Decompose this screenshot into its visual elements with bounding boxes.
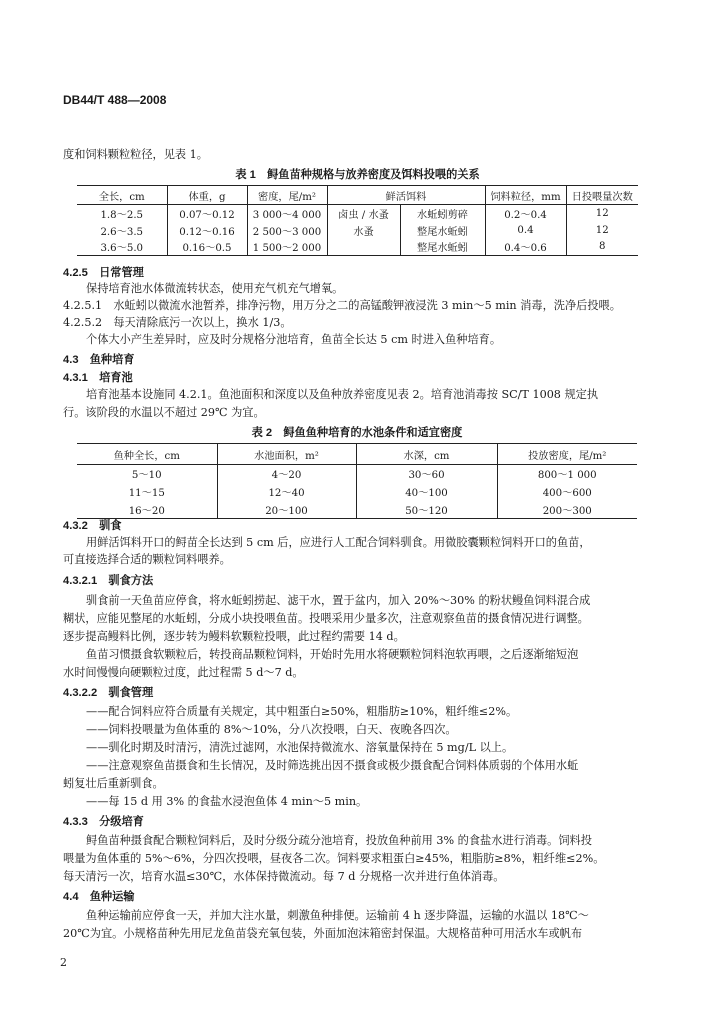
page-number: 2 <box>60 956 67 969</box>
section-4-3-3-line2: 喂量为鱼体重的 5%～6%，分四次投喂，昼夜各二次。饲料要求粗蛋白≥45%，粗脂肪≥8%，粗纤维≤2%。 <box>63 852 605 865</box>
section-4-2-5-2-text: 4.2.5.2 每天清除底污一次以上，换水 1/3。 <box>63 316 292 329</box>
section-4-3-3-title: 4.3.3 分级培育 <box>63 816 144 828</box>
section-4-3-2-1-p2-line2: 水时间慢慢向硬颗粒过度，此过程需 5 d～7 d。 <box>63 666 304 679</box>
table1-cell: 0.4～0.6 <box>485 239 566 256</box>
section-4-2-5-text: 保持培育池水体微流转状态，使用充气机充气增氧。 <box>86 282 344 295</box>
section-4-3-2-1-p2-line1: 鱼苗习惯摄食软颗粒后，转投商品颗粒饲料，开始时先用水将硬颗粒饲料泡软再喂，之后逐渐缩短泡 <box>86 648 579 661</box>
table1 <box>77 185 638 256</box>
section-4-3-2-line1: 用鲜活饵料开口的鲟苗全长达到 5 cm 后，应进行人工配合饲料驯食。用微胶囊颗粒饲料开口的鱼苗， <box>86 536 591 549</box>
table1-header-times: 日投喂量次数 <box>566 186 638 205</box>
section-4-3-1-line1: 培育池基本设施同 4.2.1。鱼池面积和深度以及鱼种放养密度见表 2。培育池消毒按 SC/T 1008 规定执 <box>86 388 599 401</box>
intro-text: 度和饲料颗粒粒径，见表 1。 <box>63 148 208 161</box>
table1-cell: 3 000～4 000 <box>247 205 327 222</box>
table2-cell: 11～15 <box>128 488 165 499</box>
section-4-3-2-title: 4.3.2 驯食 <box>63 520 122 532</box>
table-row <box>77 501 637 519</box>
table-row <box>77 222 638 239</box>
table1-caption: 表 1 鲟鱼苗种规格与放养密度及饵料投喂的关系 <box>235 169 480 181</box>
table1-cell: 2 500～3 000 <box>247 222 327 239</box>
table2-header-row <box>77 444 637 465</box>
table1-cell: 0.2～0.4 <box>485 205 566 222</box>
table2 <box>77 443 637 519</box>
section-4-2-5-1-text: 4.2.5.1 水蚯蚓以微流水池暂养，排净污物，用万分之二的高锰酸钾液浸洗 3 min～5 min 消毒，洗净后投喂。 <box>63 299 621 312</box>
table1-header-row <box>77 186 638 205</box>
table1-header-feed-size: 饲料粒径，mm <box>485 186 566 205</box>
table1-cell: 整尾水蚯蚓 <box>400 239 485 256</box>
table2-header-density: 投放密度，尾/m² <box>497 444 637 465</box>
table2-cell: 4～20 <box>217 465 356 483</box>
table1-header-density: 密度，尾/m² <box>247 186 327 205</box>
table2-cell: 400～600 <box>497 483 637 501</box>
table2-header-depth: 水深，cm <box>356 444 497 465</box>
table2-header-length: 鱼种全长，cm <box>77 444 217 465</box>
table1-cell: 整尾水蚯蚓 <box>400 222 485 239</box>
table1-cell: 1 500～2 000 <box>247 239 327 256</box>
table1-cell: 12 <box>566 222 638 239</box>
table2-cell: 30～60 <box>356 465 497 483</box>
table1-cell: 12 <box>566 205 638 222</box>
section-4-2-5-extra: 个体大小产生差异时，应及时分规格分池培育，鱼苗全长达 5 cm 时进入鱼种培育。 <box>86 333 502 346</box>
section-4-3-2-2-item2: ——饲料投喂量为鱼体重的 8%～10%，分八次投喂，白天、夜晚各四次。 <box>86 723 457 736</box>
table1-cell: 0.12～0.16 <box>167 222 247 239</box>
section-4-4-line1: 鱼种运输前应停食一天，并加大注水量，刺激鱼种排便。运输前 4 h 逐步降温，运输的水温以 18℃～ <box>86 909 589 922</box>
section-4-3-3-line3: 每天清污一次，培育水温≤30℃，水体保持微流动。每 7 d 分规格一次并进行鱼体消毒。 <box>63 870 505 883</box>
table1-cell: 0.16～0.5 <box>167 239 247 256</box>
doc-number: DB44/T 488—2008 <box>63 93 167 107</box>
section-4-3-3-line1: 鲟鱼苗种摄食配合颗粒饲料后，及时分级分疏分池培育，投放鱼种前用 3% 的食盐水进行消毒。饲料投 <box>86 834 592 847</box>
table1-cell: 0.07～0.12 <box>167 205 247 222</box>
section-4-3-2-2-item1: ——配合饲料应符合质量有关规定，其中粗蛋白≥50%，粗脂肪≥10%，粗纤维≤2%。 <box>86 705 518 718</box>
section-4-3-1-line2: 行。该阶段的水温以不超过 29℃ 为宜。 <box>63 406 265 419</box>
table2-cell: 5～10 <box>131 470 162 482</box>
section-4-3-1-title: 4.3.1 培育池 <box>63 372 133 384</box>
table-row <box>77 239 638 256</box>
table2-header-area: 水池面积，m² <box>217 444 356 465</box>
table2-cell: 40～100 <box>356 483 497 501</box>
section-4-4-title: 4.4 鱼种运输 <box>63 891 135 903</box>
table1-cell: 2.6～3.5 <box>100 226 144 238</box>
table1-header-live-feed: 鲜活饵料 <box>327 186 485 205</box>
table1-cell: 水蚯蚓剪碎 <box>400 205 485 222</box>
section-4-3-2-2-title: 4.3.2.2 驯食管理 <box>63 687 154 699</box>
section-4-3-2-2-item4-line1: ——注意观察鱼苗摄食和生长情况，及时筛选挑出因不摄食或极少摄食配合饲料体质弱的个体用水蚯 <box>86 759 579 772</box>
section-4-3-2-1-p1-line2: 糊状，应能见整尾的水蚯蚓，分成小块投喂鱼苗。投喂采用少量多次，注意观察鱼苗的摄食情况进行调整。 <box>63 612 589 625</box>
table1-header-weight: 体重，g <box>167 186 247 205</box>
section-4-3-2-1-p1-line1: 驯食前一天鱼苗应停食，将水蚯蚓捞起、滤干水，置于盆内，加入 20%～30% 的粉状鳗鱼饲料混合成 <box>86 594 591 607</box>
table-row <box>77 205 638 222</box>
table1-cell: 卤虫 / 水蚤 <box>327 205 400 222</box>
section-4-2-5-title: 4.2.5 日常管理 <box>63 267 144 279</box>
table2-cell: 16～20 <box>128 505 165 517</box>
section-4-3-2-line2: 可直接选择合适的颗粒饲料喂养。 <box>63 553 231 566</box>
table1-header-length: 全长，cm <box>77 186 167 205</box>
table2-cell: 12～40 <box>217 483 356 501</box>
table1-cell: 8 <box>566 239 638 256</box>
table2-cell: 50～120 <box>356 501 497 519</box>
section-4-3-2-2-item5: ——每 15 d 用 3% 的食盐水浸泡鱼体 4 min～5 min。 <box>86 795 368 808</box>
table2-cell: 800～1 000 <box>497 465 637 483</box>
table-row <box>77 483 637 501</box>
section-4-3-title: 4.3 鱼种培育 <box>63 354 135 366</box>
section-4-3-2-2-item3: ——驯化时期及时清污，清洗过滤网，水池保持微流水、溶氧量保持在 5 mg/L 以上。 <box>86 741 514 754</box>
section-4-3-2-1-p1-line3: 逐步提高鳗料比例，逐步转为鳗料软颗粒投喂，此过程约需要 14 d。 <box>63 630 405 643</box>
table1-cell: 0.4 <box>485 222 566 239</box>
table2-cell: 20～100 <box>217 501 356 519</box>
table2-caption: 表 2 鲟鱼鱼种培育的水池条件和适宜密度 <box>251 427 463 439</box>
table1-cell: 水蚤 <box>327 222 400 239</box>
section-4-4-line2: 20℃为宜。小规格苗种先用尼龙鱼苗袋充氧包装，外面加泡沫箱密封保温。大规格苗种可用活水车或帆布 <box>63 927 583 940</box>
table-row <box>77 465 637 483</box>
table2-cell: 200～300 <box>497 501 637 519</box>
table1-cell <box>327 239 400 256</box>
table1-cell: 1.8～2.5 <box>100 209 144 221</box>
section-4-3-2-2-item4-line2: 蚓复壮后重新驯食。 <box>63 777 164 790</box>
table1-cell: 3.6～5.0 <box>100 243 144 255</box>
section-4-3-2-1-title: 4.3.2.1 驯食方法 <box>63 575 154 587</box>
